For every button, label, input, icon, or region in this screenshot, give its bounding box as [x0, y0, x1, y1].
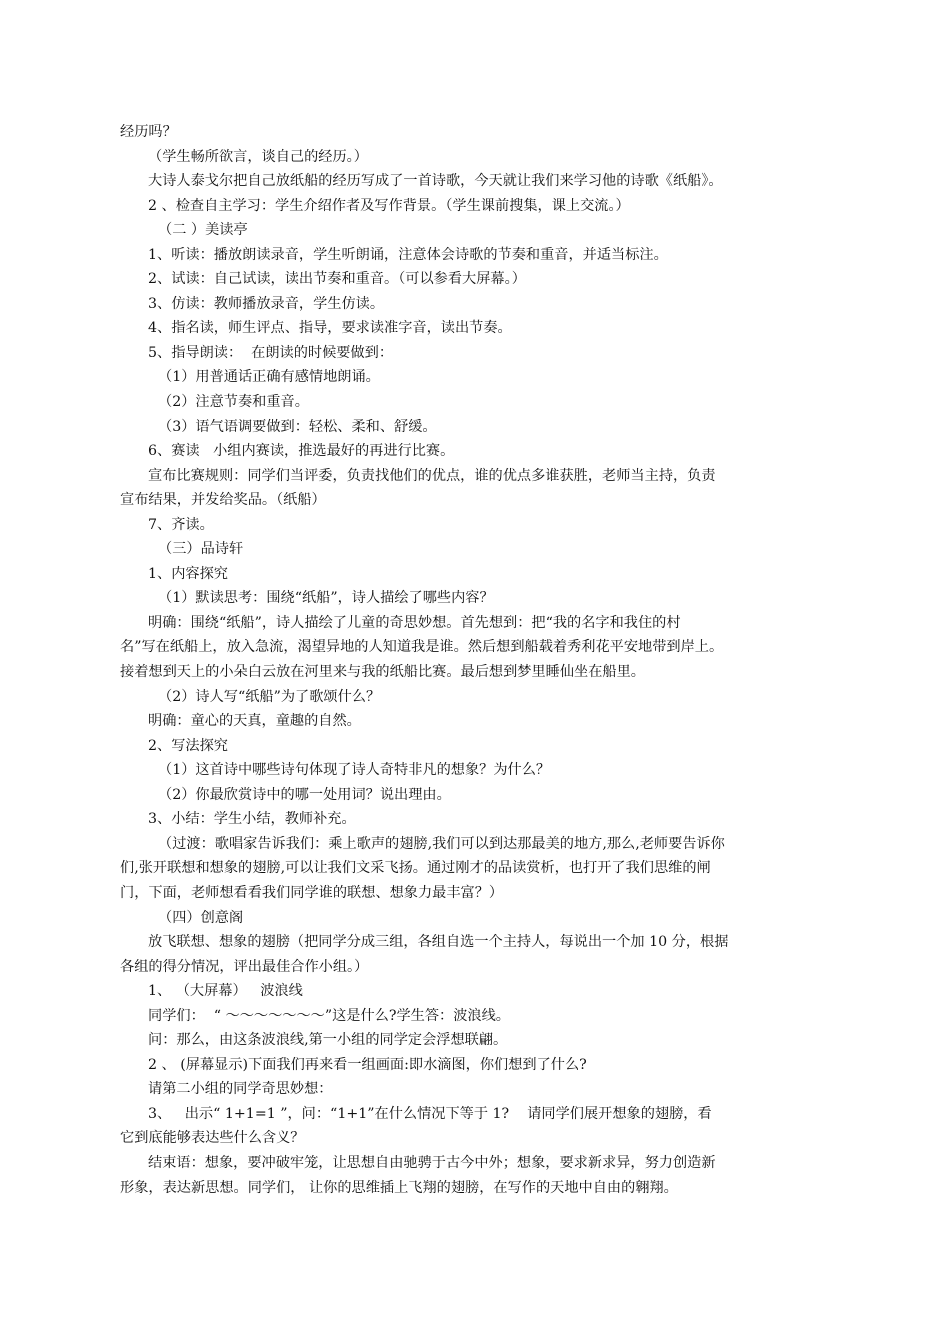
- text-line: 3、小结：学生小结，教师补充。: [148, 811, 356, 828]
- text-line: 2、写法探究: [148, 737, 228, 754]
- text-line: 宣布结果，并发给奖品。（纸船）: [120, 492, 326, 509]
- text-line: 3、 出示“ 1+1=1 ”，问：“1+1”在什么情况下等于 1? 请同学们展开想象的翅膀，看: [148, 1105, 712, 1122]
- text-line: 门，下面，老师想看看我们同学谁的联想、想象力最丰富？）: [120, 884, 504, 901]
- text-line: （学生畅所欲言，谈自己的经历。）: [148, 148, 368, 165]
- text-line: 1、听读：播放朗读录音，学生听朗诵，注意体会诗歌的节奏和重音，并适当标注。: [148, 246, 668, 263]
- text-line: 明确：童心的天真，童趣的自然。: [148, 713, 361, 730]
- text-line: 4、指名读，师生评点、指导，要求读准字音，读出节奏。: [148, 320, 512, 337]
- text-line: 名”写在纸船上，放入急流，渴望异地的人知道我是谁。然后想到船载着秀利花平安地带到岸上。: [120, 639, 724, 656]
- text-line: 们,张开联想和想象的翅膀,可以让我们文采飞扬。通过刚才的品读赏析，也打开了我们思维的闸: [120, 860, 711, 877]
- text-line: （过渡：歌唱家告诉我们：乘上歌声的翅膀,我们可以到达那最美的地方,那么,老师要告诉你: [158, 835, 725, 852]
- document-body: [120, 120, 838, 1200]
- text-line: 6、赛读 小组内赛读，推选最好的再进行比赛。: [148, 443, 455, 460]
- text-line: 形象，表达新思想。同学们， 让你的思维插上飞翔的翅膀，在写作的天地中自由的翱翔。: [120, 1179, 678, 1196]
- section-heading: （四）创意阁: [158, 909, 244, 926]
- text-line: （3）语气语调要做到：轻松、柔和、舒缓。: [158, 418, 437, 435]
- text-line: 明确：围绕“纸船”，诗人描绘了儿童的奇思妙想。首先想到：把“我的名字和我住的村: [148, 614, 681, 631]
- text-line: 问：那么，由这条波浪线,第一小组的同学定会浮想联翩。: [148, 1032, 508, 1049]
- text-line: 1、 （大屏幕） 波浪线: [148, 983, 303, 1000]
- text-line: （2）注意节奏和重音。: [158, 394, 309, 411]
- text-line: 2 、 (屏幕显示)下面我们再来看一组画面:即水滴图，你们想到了什么?: [148, 1056, 587, 1073]
- section-heading: （三）品诗轩: [158, 541, 244, 558]
- text-line: （2）诗人写“纸船”为了歌颂什么？: [158, 688, 381, 705]
- text-line: 7、齐读。: [148, 516, 214, 533]
- text-line: 2 、检查自主学习：学生介绍作者及写作背景。（学生课前搜集，课上交流。）: [148, 197, 630, 214]
- text-line: 3、仿读：教师播放录音，学生仿读。: [148, 295, 385, 312]
- text-line: 大诗人泰戈尔把自己放纸船的经历写成了一首诗歌，今天就让我们来学习他的诗歌《纸船》。: [148, 173, 723, 190]
- text-line: 各组的得分情况，评出最佳合作小组。）: [120, 958, 369, 975]
- text-line: 5、指导朗读： 在朗读的时候要做到：: [148, 344, 394, 361]
- text-line: 接着想到天上的小朵白云放在河里来与我的纸船比赛。最后想到梦里睡仙坐在船里。: [120, 664, 645, 681]
- text-line: 它到底能够表达些什么含义？: [120, 1130, 305, 1147]
- text-line: 2、试读：自己试读，读出节奏和重音。（可以参看大屏幕。）: [148, 271, 526, 288]
- text-line: 请第二小组的同学奇思妙想：: [148, 1081, 333, 1098]
- text-line: （1）默读思考：围绕“纸船”，诗人描绘了哪些内容？: [158, 590, 494, 607]
- text-line: 放飞联想、想象的翅膀（把同学分成三组，各组自选一个主持人，每说出一个加 10 分，根据: [148, 934, 729, 951]
- text-line: 结束语：想象，要冲破牢笼，让思想自由驰骋于古今中外；想象，要求新求异，努力创造新: [148, 1154, 716, 1171]
- section-heading: （二 ）美读亭: [158, 222, 248, 239]
- text-line: 宣布比赛规则：同学们当评委，负责找他们的优点，谁的优点多谁获胜，老师当主持，负责: [148, 467, 716, 484]
- text-line: （1）用普通话正确有感情地朗诵。: [158, 369, 380, 386]
- text-line: 同学们： “ ～～～～～～～”这是什么?学生答：波浪线。: [148, 1007, 510, 1024]
- text-line: 经历吗？: [120, 124, 177, 140]
- text-line: （1）这首诗中哪些诗句体现了诗人奇特非凡的想象？为什么？: [158, 762, 551, 779]
- text-line: 1、内容探究: [148, 565, 228, 582]
- text-line: （2）你最欣赏诗中的哪一处用词？说出理由。: [158, 786, 451, 803]
